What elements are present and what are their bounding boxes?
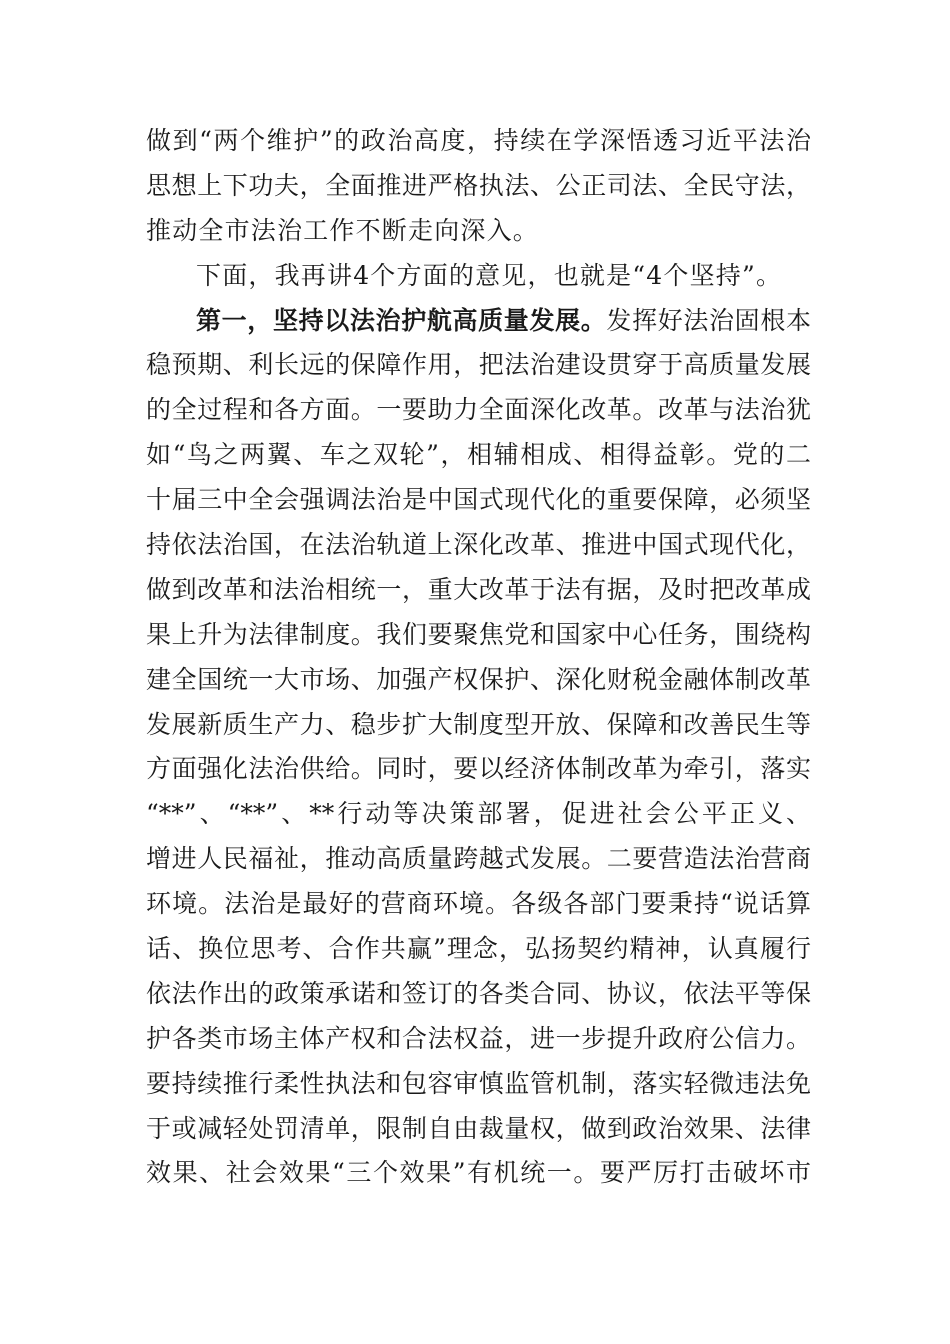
text-line: 做到“两个维护”的政治高度，持续在学深悟透习近平法治 [146,126,811,155]
text-line: 思想上下功夫，全面推进严格执法、公正司法、全民守法， [146,170,811,200]
text-run: 发挥好法治固根本 [606,305,811,335]
text-line: 效果、社会效果“三个效果”有机统一。要严厉打击破坏市 [146,1158,811,1188]
text-line: 环境。法治是最好的营商环境。各级各部门要秉持“说话算 [146,889,811,919]
text-line: 话、换位思考、合作共赢”理念，弘扬契约精神，认真履行 [146,934,811,964]
text-line: “**”、“**”、**行动等决策部署，促进社会公平正义、 [146,799,811,829]
text-line: 方面强化法治供给。同时，要以经济体制改革为牵引，落实 [146,754,811,784]
text-line: 护各类市场主体产权和合法权益，进一步提升政府公信力。 [146,1023,811,1053]
text-line: 稳预期、利长远的保障作用，把法治建设贯穿于高质量发展 [146,350,811,380]
text-line: 推动全市法治工作不断走向深入。 [146,215,540,245]
text-line: 要持续推行柔性执法和包容审慎监管机制，落实轻微违法免 [146,1068,811,1098]
paragraph-first-line: 下面，我再讲4个方面的意见，也就是“4个坚持”。 [196,260,783,290]
text-line: 于或减轻处罚清单，限制自由裁量权，做到政治效果、法律 [146,1113,811,1143]
text-line: 的全过程和各方面。一要助力全面深化改革。改革与法治犹 [146,395,811,425]
text-line: 果上升为法律制度。我们要聚焦党和国家中心任务，围绕构 [146,619,811,649]
text-line: 如“鸟之两翼、车之双轮”，相辅相成、相得益彰。党的二 [146,440,811,470]
text-line: 做到改革和法治相统一，重大改革于法有据，及时把改革成 [146,574,811,604]
paragraph-first-line [146,299,811,344]
text-line: 十届三中全会强调法治是中国式现代化的重要保障，必须坚 [146,485,811,515]
text-line: 持依法治国，在法治轨道上深化改革、推进中国式现代化， [146,530,811,560]
document-body [146,119,811,1196]
text-line: 发展新质生产力、稳步扩大制度型开放、保障和改善民生等 [146,709,811,739]
section-heading: 第一，坚持以法治护航高质量发展。 [196,305,607,335]
text-line: 增进人民福祉，推动高质量跨越式发展。二要营造法治营商 [146,844,811,874]
text-line: 依法作出的政策承诺和签订的各类合同、协议，依法平等保 [146,978,811,1008]
text-line: 建全国统一大市场、加强产权保护、深化财税金融体制改革 [146,664,811,694]
